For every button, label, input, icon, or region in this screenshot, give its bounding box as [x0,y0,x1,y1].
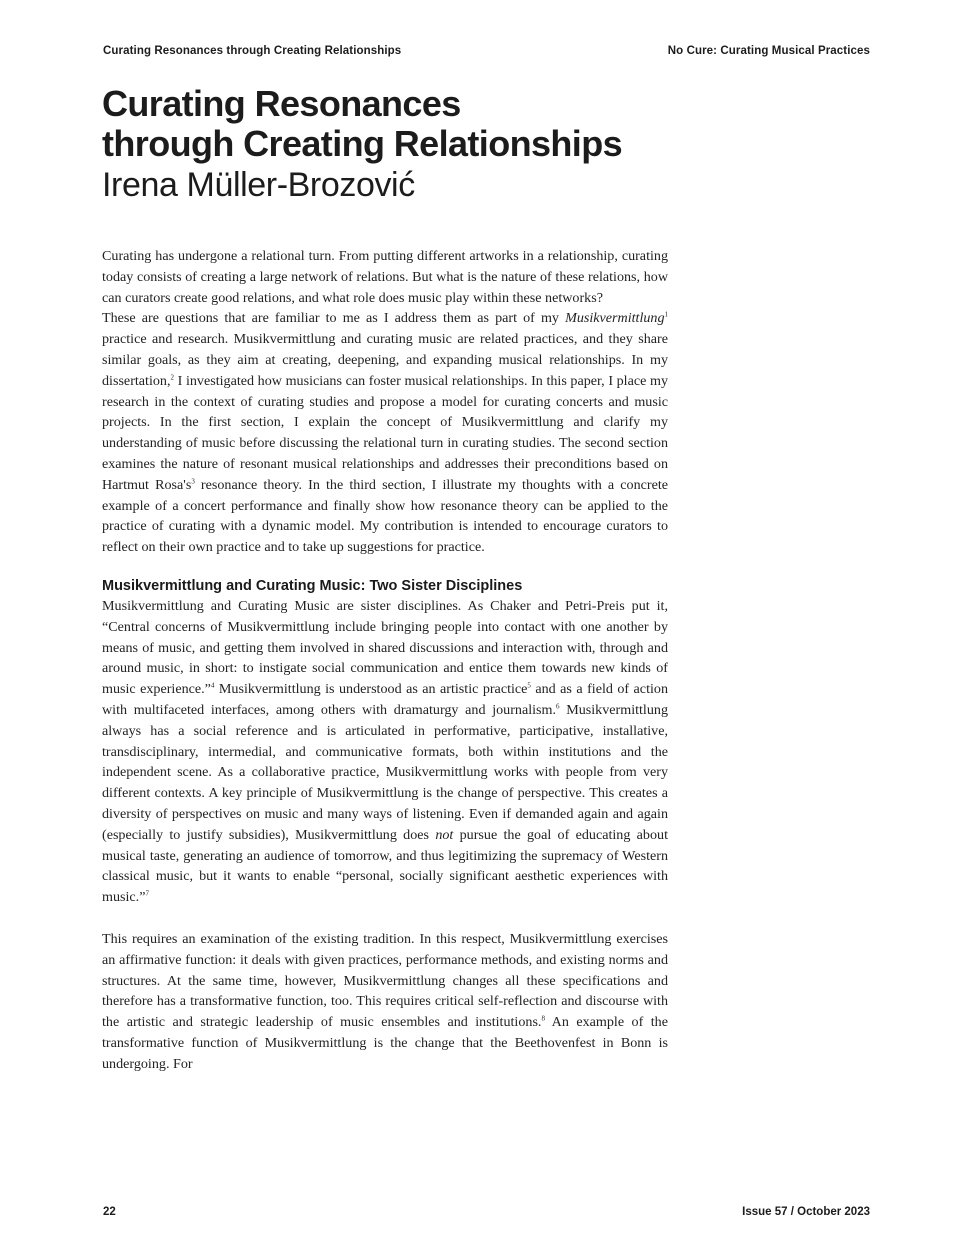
intro-paragraph-1: Curating has undergone a relational turn. From putting different artworks in a relationship, curating today consists of creating a large network of relations. But what is the nature of these relations, how can curators create good relations, and what role does music play within these networks? [102,248,668,306]
s1-p1-text-a: Musikvermittlung and Curating Music are sister disciplines. As Chaker and Petri-Preis put it, “Central concerns of Musikvermittlung include bringing people into contact with one another by means of music, and getting them involved in shared discussions and interaction with, through and around music, in short: to instigate social communication and entice them towards new kinds of music experience.” [102,597,668,698]
article-body [102,246,668,1074]
intro-p2-text-b: practice and research. Musikvermittlung and curating music are related practices, and they share similar goals, as they aim at creating, deepening, and expanding musical relationships. In my dissertation, [102,331,668,389]
intro-paragraph-2 [102,308,668,558]
footnote-ref-4[interactable]: 4 [210,681,215,690]
issue-label: Issue 57 / October 2023 [742,1206,870,1218]
footnote-ref-3[interactable]: 3 [191,477,195,486]
section-paragraph-1 [102,596,668,908]
intro-p2-text-d: resonance theory. In the third section, I illustrate my thoughts with a concrete example of a concert performance and finally show how resonance theory can be applied to the practice of curating with a dynamic model. My contribution is intended to encourage curators to reflect on their own practice and to take up suggestions for practice. [102,476,669,556]
footnote-ref-1[interactable]: 1 [664,310,668,319]
intro-p2-text-c: I investigated how musicians can foster musical relationships. In this paper, I place my research in the context of curating studies and propose a model for curating concerts and music projects. In the first section, I explain the concept of Musikvermittlung and clarify my understanding of music before discussing the relational turn in curating studies. The second section examines the nature of resonant musical relationships and addresses their preconditions based on Hartmut Rosa's [102,372,668,493]
title-line-2: through Creating Relationships [102,123,623,164]
s1-p2-text-a: This requires an examination of the existing tradition. In this respect, Musikvermittlung exercises an affirmative function: it deals with given practices, performance methods, and existing norms and structures. At the same time, however, Musikvermittlung changes all these specifications and therefore has a transformative function, too. This requires critical self-reflection and discourse with the artistic and strategic leadership of music ensembles and institutions. [102,930,668,1031]
intro-p2-italic: Musikvermittlung [565,310,665,327]
footnote-ref-6[interactable]: 6 [556,702,560,711]
footnote-ref-2[interactable]: 2 [170,373,175,382]
running-head-right: No Cure: Curating Musical Practices [667,45,870,57]
running-head-left: Curating Resonances through Creating Relationships [103,45,402,57]
page-number: 22 [103,1206,116,1218]
footnote-ref-7[interactable]: 7 [145,889,149,898]
article-author: Irena Müller-Brozović [102,166,415,204]
footnote-ref-5[interactable]: 5 [527,681,531,690]
intro-p2-text-a: These are questions that are familiar to me as I address them as part of my [102,310,566,327]
s1-p1-text-e: pursue the goal of educating about musical taste, generating an audience of tomorrow, and thus legitimizing the supremacy of Western classical music, but it wants to enable “personal, socially significant aesthetic experiences with music.” [102,826,668,906]
title-line-1: Curating Resonances [102,83,461,124]
footnote-ref-8[interactable]: 8 [541,1014,545,1023]
s1-p1-italic: not [435,826,454,843]
s1-p1-text-d: Musikvermittlung always has a social reference and is articulated in performative, participative, installative, transdisciplinary, intermedial, and communicative formats, both within institutions and the independent scene. As a collaborative practice, Musikvermittlung works with people from very different contexts. A key principle of Musikvermittlung is the change of perspective. This creates a diversity of perspectives on music and many ways of listening. Even if demanded again and again (especially to justify subsidies), Musikvermittlung does [102,701,668,843]
section-paragraph-2 [102,929,668,1075]
section-heading: Musikvermittlung and Curating Music: Two Sister Disciplines [102,577,523,594]
s1-p2-text-b: An example of the transformative function of Musikvermittlung is the change that the Beethovenfest in Bonn is undergoing. For [102,1014,668,1072]
article-title [102,84,862,164]
s1-p1-text-c: and as a field of action with multifaceted interfaces, among others with dramaturgy and journalism. [102,681,668,718]
s1-p1-text-b: Musikvermittlung is understood as an artistic practice [214,681,528,698]
